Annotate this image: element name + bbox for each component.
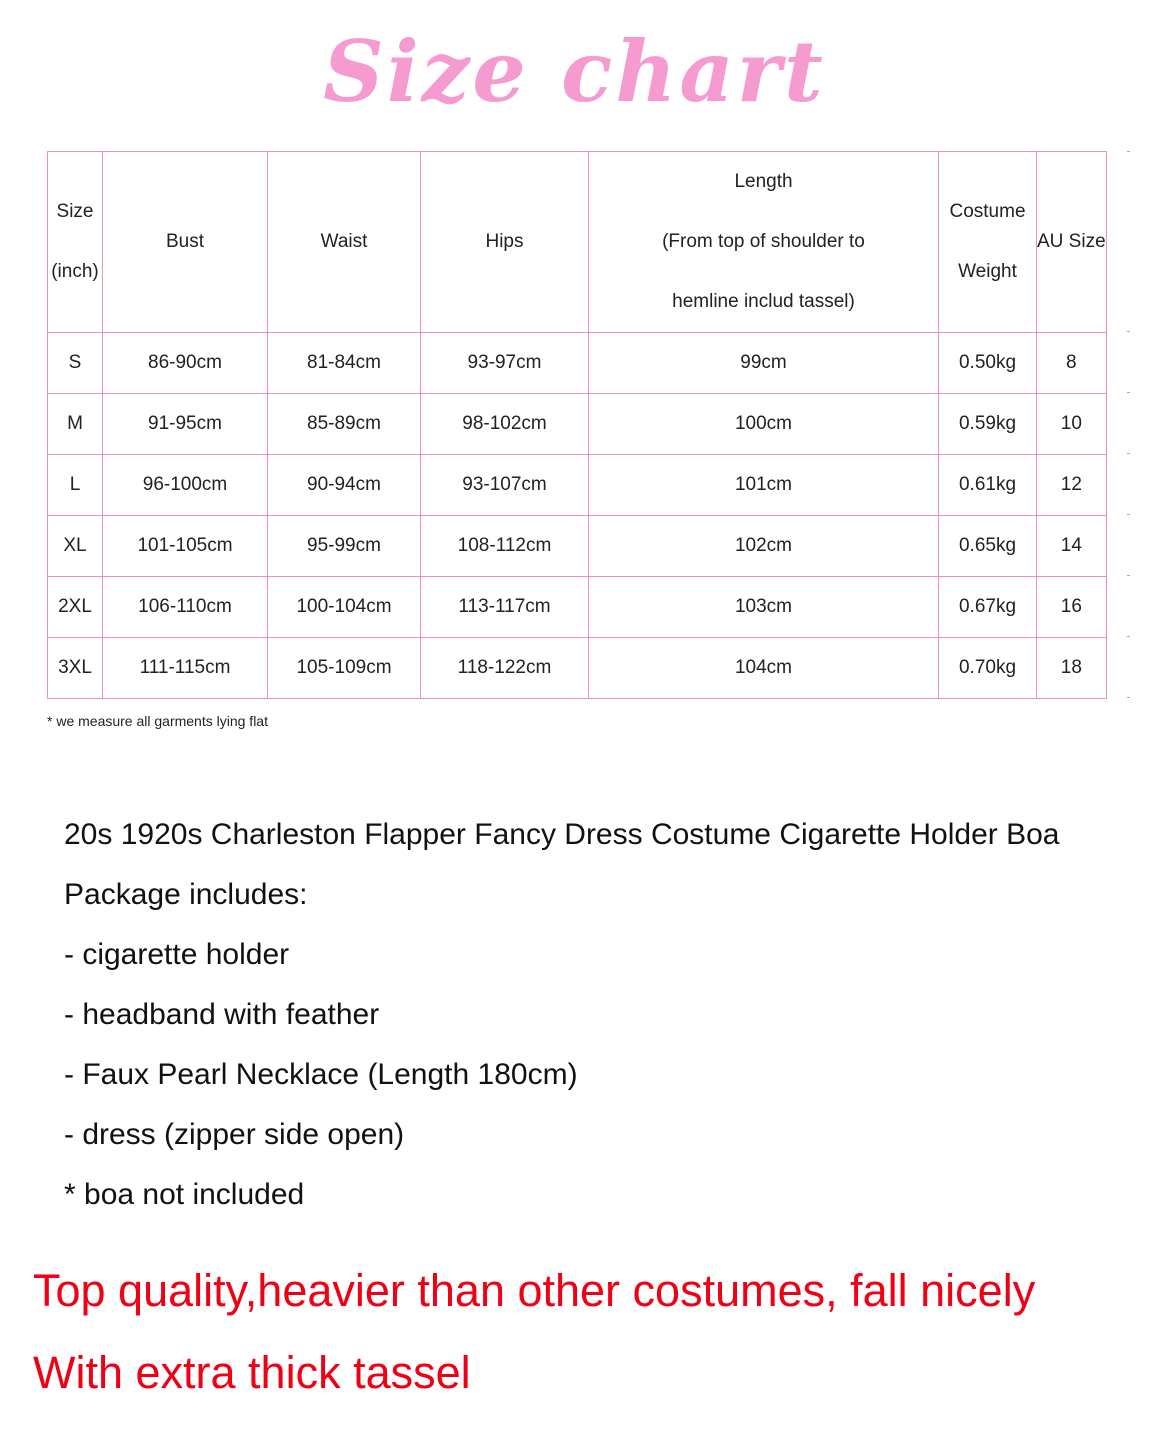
table-cell: 16 bbox=[1037, 577, 1107, 638]
column-header-line: hemline includ tassel) bbox=[672, 291, 855, 312]
table-cell: 95-99cm bbox=[268, 516, 421, 577]
table-cell: 93-97cm bbox=[421, 333, 589, 394]
table-row bbox=[48, 577, 1107, 638]
table-row bbox=[48, 638, 1107, 699]
table-row bbox=[48, 394, 1107, 455]
promo-line: With extra thick tassel bbox=[33, 1347, 471, 1398]
table-cell: 12 bbox=[1037, 455, 1107, 516]
column-header bbox=[268, 152, 421, 333]
table-cell: 105-109cm bbox=[268, 638, 421, 699]
package-item: - cigarette holder bbox=[64, 938, 290, 971]
column-header-line: Bust bbox=[165, 231, 205, 252]
table-cell: 2XL bbox=[48, 577, 103, 638]
table-cell: 0.67kg bbox=[939, 577, 1037, 638]
column-header-line: (From top of shoulder to bbox=[662, 231, 865, 252]
table-cell: 118-122cm bbox=[421, 638, 589, 699]
table-body bbox=[48, 333, 1107, 699]
table-cell: S bbox=[48, 333, 103, 394]
column-header bbox=[48, 152, 103, 333]
table-cell: 10 bbox=[1037, 394, 1107, 455]
column-header bbox=[1037, 152, 1107, 333]
table-cell: 101cm bbox=[589, 455, 939, 516]
column-header-line: Size bbox=[56, 201, 94, 222]
table-cell: 96-100cm bbox=[103, 455, 268, 516]
table-cell: 102cm bbox=[589, 516, 939, 577]
table-cell: 100-104cm bbox=[268, 577, 421, 638]
table-cell: 18 bbox=[1037, 638, 1107, 699]
size-table bbox=[47, 151, 1107, 699]
table-cell: 0.59kg bbox=[939, 394, 1037, 455]
column-header-line: (inch) bbox=[51, 261, 99, 282]
size-chart-title: Size chart bbox=[323, 22, 826, 121]
table-cell: 106-110cm bbox=[103, 577, 268, 638]
table-cell: 91-95cm bbox=[103, 394, 268, 455]
table-row bbox=[48, 516, 1107, 577]
table-cell: 108-112cm bbox=[421, 516, 589, 577]
table-cell: 0.61kg bbox=[939, 455, 1037, 516]
table-cell: 86-90cm bbox=[103, 333, 268, 394]
table-cell: 3XL bbox=[48, 638, 103, 699]
table-cell: M bbox=[48, 394, 103, 455]
column-header-line: Costume bbox=[949, 201, 1026, 222]
table-cell: 81-84cm bbox=[268, 333, 421, 394]
promo-text bbox=[33, 1250, 1035, 1414]
package-item: * boa not included bbox=[64, 1178, 305, 1211]
table-cell: 100cm bbox=[589, 394, 939, 455]
package-item: - headband with feather bbox=[64, 998, 380, 1031]
column-header-line: Waist bbox=[320, 231, 368, 252]
measure-note: * we measure all garments lying flat bbox=[47, 713, 268, 729]
table-cell: 0.65kg bbox=[939, 516, 1037, 577]
table-cell: 8 bbox=[1037, 333, 1107, 394]
column-header bbox=[421, 152, 589, 333]
product-name: 20s 1920s Charleston Flapper Fancy Dress Costume Cigarette Holder Boa bbox=[64, 818, 1060, 851]
promo-line: Top quality,heavier than other costumes, fall nicely bbox=[33, 1265, 1036, 1316]
table-cell: 101-105cm bbox=[103, 516, 268, 577]
product-description bbox=[64, 805, 1059, 1225]
table-cell: 90-94cm bbox=[268, 455, 421, 516]
package-item: - Faux Pearl Necklace (Length 180cm) bbox=[64, 1058, 578, 1091]
column-header-line: Length bbox=[734, 171, 793, 192]
column-header bbox=[589, 152, 939, 333]
table-cell: 85-89cm bbox=[268, 394, 421, 455]
package-heading: Package includes: bbox=[64, 878, 308, 911]
table-cell: XL bbox=[48, 516, 103, 577]
table-cell: 113-117cm bbox=[421, 577, 589, 638]
table-cell: L bbox=[48, 455, 103, 516]
column-header bbox=[103, 152, 268, 333]
table-cell: 0.70kg bbox=[939, 638, 1037, 699]
table-row bbox=[48, 333, 1107, 394]
table-cell: 98-102cm bbox=[421, 394, 589, 455]
table-cell: 93-107cm bbox=[421, 455, 589, 516]
column-header-line: AU Size bbox=[1037, 231, 1106, 252]
table-cell: 104cm bbox=[589, 638, 939, 699]
column-header bbox=[939, 152, 1037, 333]
table-cell: 103cm bbox=[589, 577, 939, 638]
table-header-row bbox=[48, 152, 1107, 333]
table-cell: 111-115cm bbox=[103, 638, 268, 699]
package-item: - dress (zipper side open) bbox=[64, 1118, 405, 1151]
column-header-line: Weight bbox=[958, 261, 1017, 282]
table-row bbox=[48, 455, 1107, 516]
column-header-line: Hips bbox=[485, 231, 524, 252]
table-cell: 0.50kg bbox=[939, 333, 1037, 394]
table-cell: 99cm bbox=[589, 333, 939, 394]
table-cell: 14 bbox=[1037, 516, 1107, 577]
